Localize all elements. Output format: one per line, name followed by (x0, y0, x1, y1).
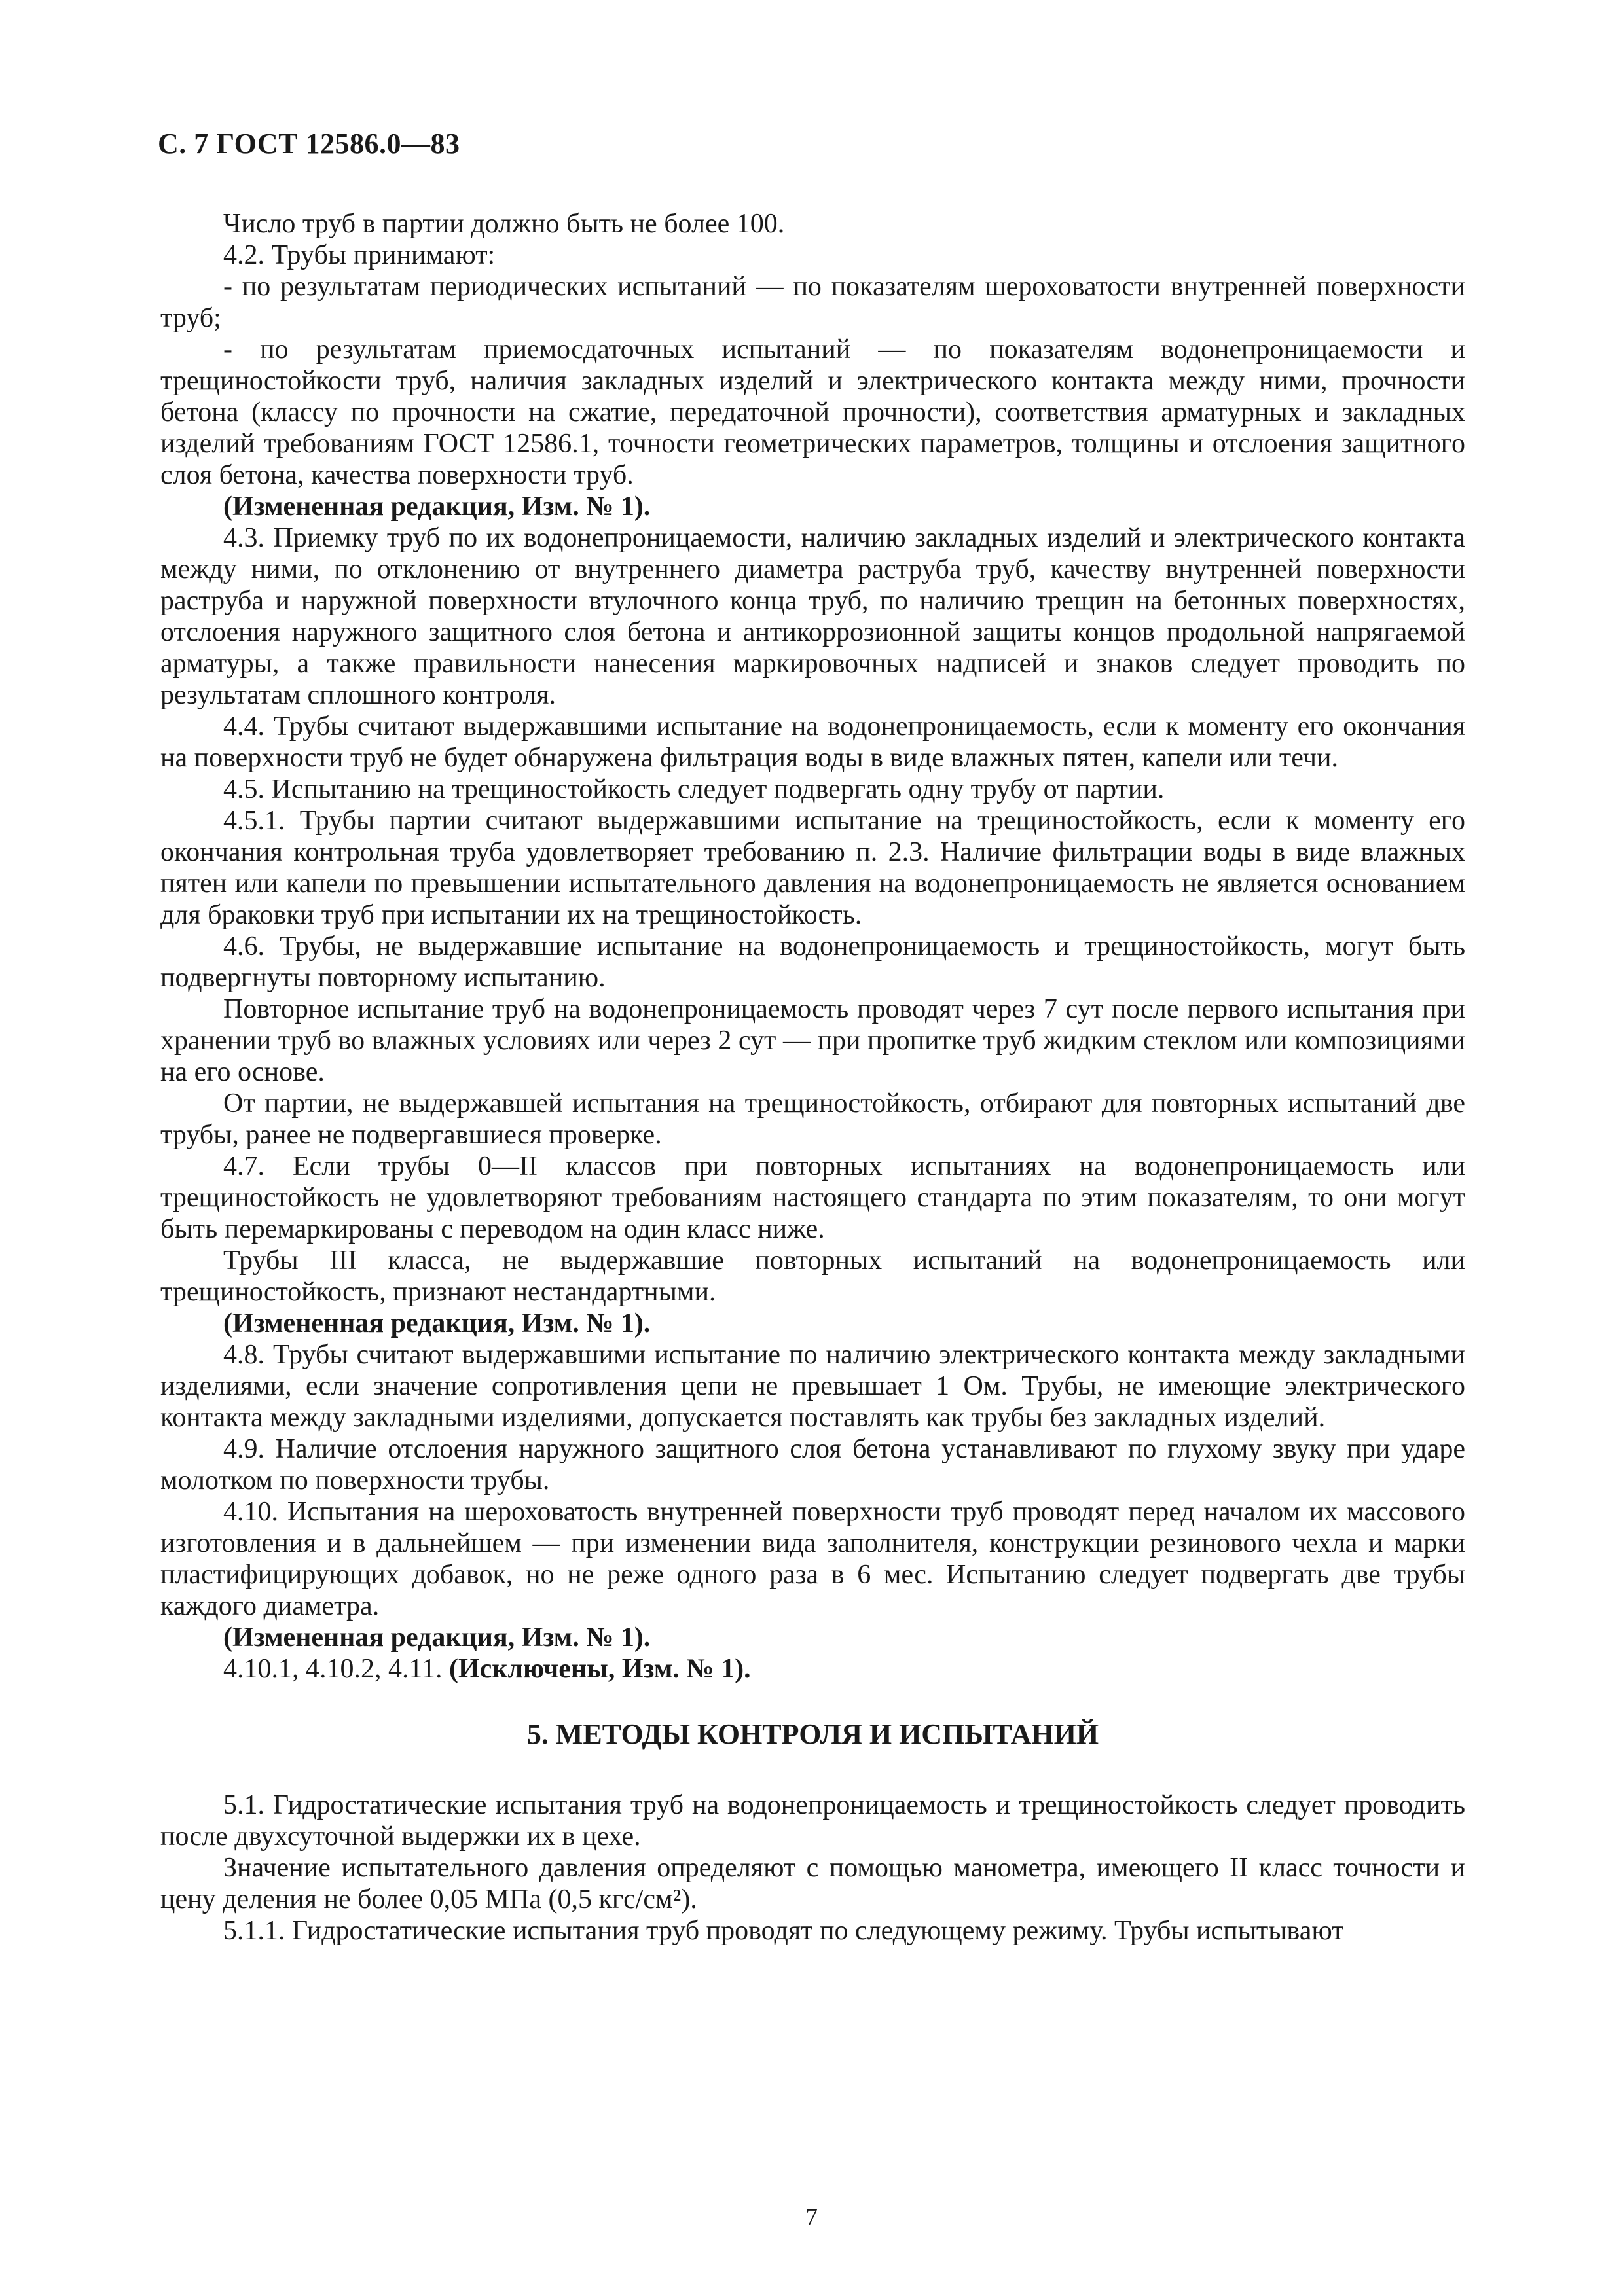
list-item: - по результатам периодических испытаний — по показателям шероховатости внутренней поверхности труб; (160, 272, 1465, 333)
amendment-note: (Измененная редакция, Изм. № 1). (223, 1308, 651, 1338)
section-title: 5. МЕТОДЫ КОНТРОЛЯ И ИСПЫТАНИЙ (526, 1718, 1099, 1750)
paragraph: 5.1.1. Гидростатические испытания труб проводят по следующему режиму. Трубы испытывают (223, 1916, 1344, 1946)
excluded-clauses-numbers: 4.10.1, 4.10.2, 4.11. (223, 1654, 443, 1684)
list-item: - по результатам приемосдаточных испытаний — по показателям водонепроницаемости и трещиностойкости труб, наличия закладных изделий и электрического контакта между ними, прочности бетона (классу по прочности на сжатие, передаточной прочности), соответствия арматурных и закладных изделий требованиям ГОСТ 12586.1, точности геометрических параметров, толщины и отслоения защитного слоя бетона, качества поверхности труб. (160, 334, 1465, 490)
paragraph: Число труб в партии должно быть не более 100. (223, 209, 785, 239)
paragraph: 4.10. Испытания на шероховатость внутренней поверхности труб проводят перед началом их массового изготовления и в дальнейшем — при изменении вида заполнителя, конструкции резинового чехла и марки пластифицирующих добавок, но не реже одного раза в 6 мес. Испытанию следует подвергать две трубы каждого диаметра. (160, 1497, 1465, 1621)
paragraph: 4.4. Трубы считают выдержавшими испытание на водонепроницаемость, если к моменту его окончания на поверхности труб не будет обнаружена фильтрация воды в виде влажных пятен, капели или течи. (160, 711, 1465, 773)
paragraph: 4.6. Трубы, не выдержавшие испытание на водонепроницаемость и трещиностойкость, могут быть подвергнуты повторному испытанию. (160, 931, 1465, 993)
paragraph: Повторное испытание труб на водонепроницаемость проводят через 7 сут после первого испытания при хранении труб во влажных условиях или через 2 сут — при пропитке труб жидким стеклом или композициями на его основе. (160, 994, 1465, 1087)
excluded-clauses (160, 1653, 1465, 1685)
paragraph: 4.7. Если трубы 0—II классов при повторных испытаниях на водонепроницаемость или трещиностойкость не удовлетворяют требованиям настоящего стандарта по этим показателям, то они могут быть перемаркированы с переводом на один класс ниже. (160, 1151, 1465, 1244)
paragraph: 4.3. Приемку труб по их водонепроницаемости, наличию закладных изделий и электрического контакта между ними, по отклонению от внутреннего диаметра раструба труб, качеству внутренней поверхности раструба и наружной поверхности втулочного конца труб, по наличию трещин на бетонных поверхностях, отслоения наружного защитного слоя бетона и антикоррозионной защиты концов продольной напрягаемой арматуры, а также правильности нанесения маркировочных надписей и знаков следует проводить по результатам сплошного контроля. (160, 523, 1465, 710)
paragraph: Значение испытательного давления определяют с помощью манометра, имеющего II класс точности и цену деления не более 0,05 МПа (0,5 кгс/см²). (160, 1853, 1465, 1914)
paragraph: 4.5.1. Трубы партии считают выдержавшими испытание на трещиностойкость, если к моменту его окончания контрольная труба удовлетворяет требованию п. 2.3. Наличие фильтрации воды в виде влажных пятен или капели по превышении испытательного давления на водонепроницаемость не является основанием для браковки труб при испытании их на трещиностойкость. (160, 806, 1465, 930)
amendment-note: (Измененная редакция, Изм. № 1). (223, 1623, 651, 1653)
paragraph: 4.8. Трубы считают выдержавшими испытание по наличию электрического контакта между закладными изделиями, если значение сопротивления цепи не превышает 1 Ом. Трубы, не имеющие электрического контакта между закладными изделиями, допускается поставлять как трубы без закладных изделий. (160, 1340, 1465, 1433)
paragraph: 4.9. Наличие отслоения наружного защитного слоя бетона устанавливают по глухому звуку при ударе молотком по поверхности трубы. (160, 1434, 1465, 1496)
paragraph: Трубы III класса, не выдержавшие повторных испытаний на водонепроницаемость или трещиностойкость, признают нестандартными. (160, 1246, 1465, 1307)
paragraph: 5.1. Гидростатические испытания труб на водонепроницаемость и трещиностойкость следует проводить после двухсуточной выдержки их в цехе. (160, 1790, 1465, 1852)
paragraph: 4.2. Трубы принимают: (223, 240, 496, 270)
document-body (160, 208, 1465, 1946)
page-number: 7 (805, 2204, 818, 2231)
excluded-note: (Исключены, Изм. № 1). (448, 1654, 751, 1684)
amendment-note: (Измененная редакция, Изм. № 1). (223, 492, 651, 522)
paragraph: 4.5. Испытанию на трещиностойкость следует подвергать одну трубу от партии. (223, 774, 1165, 804)
paragraph: От партии, не выдержавшей испытания на трещиностойкость, отбирают для повторных испытаний две трубы, ранее не подвергавшиеся проверке. (160, 1088, 1465, 1150)
page-header: С. 7 ГОСТ 12586.0—83 (158, 128, 460, 160)
